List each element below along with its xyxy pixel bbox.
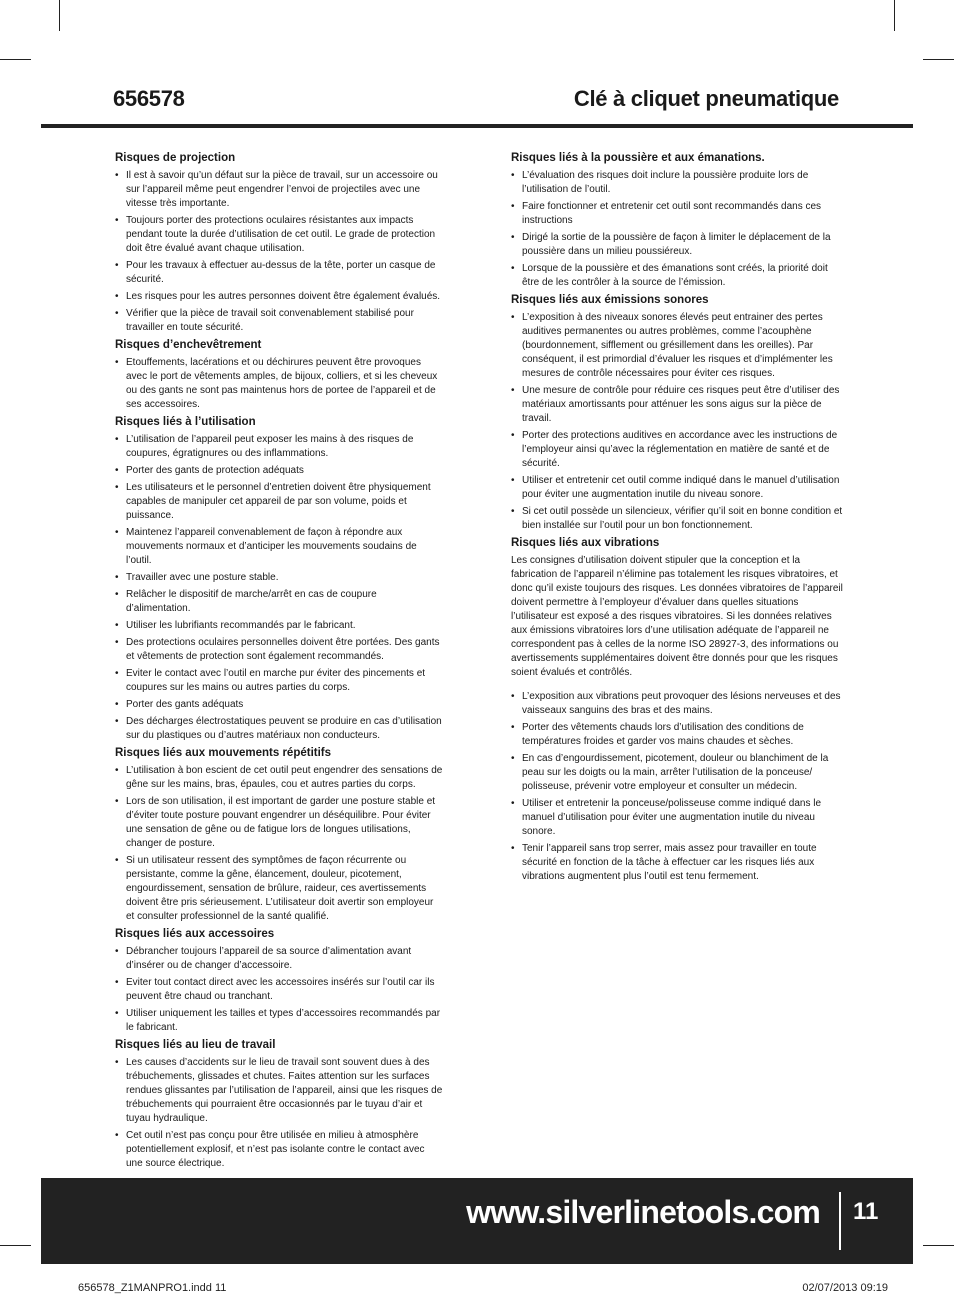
bullet-list bbox=[511, 169, 843, 290]
list-item: • L’évaluation des risques doit inclure la poussière produite lors de l’utilisation de l’outil. bbox=[511, 169, 843, 197]
list-item: • Relâcher le dispositif de marche/arrêt en cas de coupure d’alimentation. bbox=[115, 588, 443, 616]
list-item: • L’utilisation à bon escient de cet outil peut engendrer des sensations de gêne sur les mains, bras, épaules, cou et autres parties du corps. bbox=[115, 764, 443, 792]
section bbox=[115, 415, 443, 743]
list-item: • Des décharges électrostatiques peuvent se produire en cas d’utilisation sur du plastiques ou d’autres matériaux non conducteurs. bbox=[115, 715, 443, 743]
date-slug: 02/07/2013 09:19 bbox=[802, 1282, 888, 1294]
list-item: • Maintenez l’appareil convenablement de façon à répondre aux mouvements normaux et d’anticiper les mouvements soudains de l’outil. bbox=[115, 526, 443, 568]
crop-mark bbox=[0, 1245, 31, 1246]
left-column bbox=[115, 151, 443, 1174]
section bbox=[511, 536, 843, 884]
page-number: 11 bbox=[853, 1198, 879, 1225]
bullet-list bbox=[511, 311, 843, 533]
list-item: • Tenir l’appareil sans trop serrer, mais assez pour travailler en toute sécurité en fonction de la tâche à effectuer car les risques liés aux vibrations augmentent plus l’outil est tenu fermement. bbox=[511, 842, 843, 884]
section bbox=[115, 927, 443, 1035]
section bbox=[511, 293, 843, 533]
list-item: • Les causes d’accidents sur le lieu de travail sont souvent dues à des trébuchements, glissades et chutes. Faites attention sur les surfaces rendues glissantes par l’utilisation de l’appareil, ainsi que les risques de trébuchements qui pourraient être occasionnés par le tuyau d’air et tuyau hydraulique. bbox=[115, 1056, 443, 1126]
section-paragraph: Les consignes d’utilisation doivent stipuler que la conception et la fabrication de l’appareil n’élimine pas totalement les risques vibratoires, et donc qu’il existe toujours des risques. Les données vibratoires de l’appareil doivent permettre à l’employeur d’évaluer dans quelles situations l’utilisateur est exposé a des risques vibratoires. Si les données relatives aux émissions vibratoires lors d’une utilisation adéquate de l’appareil ne correspondent pas à celles de la norme ISO 28927-3, des informations ou avertissements supplémentaires doivent être donnés pour que les risques soient évalués et contrôlés. bbox=[511, 555, 843, 678]
crop-mark bbox=[0, 59, 31, 60]
list-item: • Porter des vêtements chauds lors d’utilisation des conditions de températures froides et garder vos mains chaudes et sèches. bbox=[511, 721, 843, 749]
list-item: • Lors de son utilisation, il est important de garder une posture stable et d’éviter toute posture pouvant engendrer un déséquilibre. Pour éviter une sensation de gêne ou de fatigue lors de longues utilisations, changer de posture. bbox=[115, 795, 443, 851]
bullet-list bbox=[115, 356, 443, 412]
bullet-list bbox=[115, 169, 443, 335]
list-item: • Porter des gants adéquats bbox=[115, 698, 443, 712]
list-item: • Travailler avec une posture stable. bbox=[115, 571, 443, 585]
list-item: • Cet outil n’est pas conçu pour être utilisée en milieu à atmosphère potentiellement explosif, et n’est pas isolante contre le contact avec une source électrique. bbox=[115, 1129, 443, 1171]
section-heading: Risques d’enchevêtrement bbox=[115, 339, 262, 351]
list-item: • Etouffements, lacérations et ou déchirures peuvent être provoques avec le port de vêtements amples, de bijoux, colliers, et si les cheveux ou des gants ne sont pas maintenus hors de portee de l’appareil et de ses accessoires. bbox=[115, 356, 443, 412]
crop-mark bbox=[894, 0, 895, 31]
section-heading: Risques liés aux vibrations bbox=[511, 537, 660, 549]
list-item: • Débrancher toujours l’appareil de sa source d’alimentation avant d’insérer ou de changer d’accessoire. bbox=[115, 945, 443, 973]
page-header bbox=[41, 86, 913, 128]
list-item: • Eviter le contact avec l’outil en marche pur éviter des pincements et coupures sur les mains ou autres parties du corps. bbox=[115, 667, 443, 695]
list-item: • En cas d’engourdissement, picotement, douleur ou blanchiment de la peau sur les doigts ou la main, arrêter l’utilisation de la ponceuse/ polisseuse, prévenir votre employeur et consulter un médecin. bbox=[511, 752, 843, 794]
footer-bar bbox=[41, 1178, 913, 1264]
page-title: Clé à cliquet pneumatique bbox=[573, 86, 839, 111]
list-item: • Toujours porter des protections oculaires résistantes aux impacts pendant toute la durée d’utilisation de cet outil. Le grade de protection doit être évalué avant chaque utilisation. bbox=[115, 214, 443, 256]
bullet-list bbox=[115, 764, 443, 924]
crop-mark bbox=[923, 1245, 954, 1246]
section-heading: Risques de projection bbox=[115, 152, 236, 164]
list-item: • Des protections oculaires personnelles doivent être portées. Des gants et vêtements de protection sont également recommandés. bbox=[115, 636, 443, 664]
list-item: • Utiliser et entretenir la ponceuse/polisseuse comme indiqué dans le manuel d’utilisation pour éviter une augmentation inutile du niveau sonore. bbox=[511, 797, 843, 839]
product-code: 656578 bbox=[113, 86, 185, 111]
list-item: • Lorsque de la poussière et des émanations sont créés, la priorité doit être de les contrôler à la source de l’émission. bbox=[511, 262, 843, 290]
bullet-list bbox=[115, 945, 443, 1035]
section-heading: Risques liés aux mouvements répétitifs bbox=[115, 747, 332, 759]
list-item: • Faire fonctionner et entretenir cet outil sont recommandés dans ces instructions bbox=[511, 200, 843, 228]
footer-divider bbox=[839, 1192, 841, 1250]
list-item: • Porter des protections auditives en accordance avec les instructions de l’employeur ainsi qu’avec la réglementation en matière de santé et de sécurité. bbox=[511, 429, 843, 471]
section bbox=[115, 338, 443, 412]
list-item: • L’exposition aux vibrations peut provoquer des lésions nerveuses et des vaisseaux sanguins des bras et des mains. bbox=[511, 690, 843, 718]
website-link[interactable]: www.silverlinetools.com bbox=[466, 1194, 820, 1230]
right-column bbox=[511, 151, 843, 887]
section-heading: Risques liés au lieu de travail bbox=[115, 1039, 276, 1051]
list-item: • L’utilisation de l’appareil peut exposer les mains à des risques de coupures, égratignures ou des inflammations. bbox=[115, 433, 443, 461]
crop-mark bbox=[923, 59, 954, 60]
list-item: • Les risques pour les autres personnes doivent être également évalués. bbox=[115, 290, 443, 304]
list-item: • Les utilisateurs et le personnel d’entretien doivent être physiquement capables de manipuler cet appareil de par son volume, poids et puissance. bbox=[115, 481, 443, 523]
list-item: • Vérifier que la pièce de travail soit convenablement stabilisé pour travailler en toute sécurité. bbox=[115, 307, 443, 335]
file-slug: 656578_Z1MANPRO1.indd 11 bbox=[78, 1282, 227, 1294]
list-item: • Dirigé la sortie de la poussière de façon à limiter le déplacement de la poussière dans un milieu poussiéreux. bbox=[511, 231, 843, 259]
list-item: • Une mesure de contrôle pour réduire ces risques peut être d’utiliser des matériaux amortissants pour atténuer les sons aigus sur la pièce de travail. bbox=[511, 384, 843, 426]
list-item: • Eviter tout contact direct avec les accessoires insérés sur l’outil car ils peuvent être chaud ou tranchant. bbox=[115, 976, 443, 1004]
list-item: • Si cet outil possède un silencieux, vérifier qu’il soit en bonne condition et bien installée sur l’outil pour un bon fonctionnement. bbox=[511, 505, 843, 533]
list-item: • Il est à savoir qu’un défaut sur la pièce de travail, sur un accessoire ou sur l’appareil même peut engendrer l’envoi de projectiles avec une vitesse très importante. bbox=[115, 169, 443, 211]
section bbox=[511, 151, 843, 290]
list-item: • Si un utilisateur ressent des symptômes de façon récurrente ou persistante, comme la gêne, élancement, douleur, picotement, engourdissement, sensation de brûlure, raideur, ces avertissements doivent être pris sérieusement. L’utilisateur doit avertir son employeur et consulter professionnel de la santé qualifié. bbox=[115, 854, 443, 924]
section bbox=[115, 1038, 443, 1171]
section-heading: Risques liés à la poussière et aux émanations. bbox=[511, 152, 765, 164]
bullet-list bbox=[115, 1056, 443, 1171]
section-heading: Risques liés aux émissions sonores bbox=[511, 294, 709, 306]
crop-mark bbox=[59, 0, 60, 31]
section-heading: Risques liés aux accessoires bbox=[115, 928, 275, 940]
list-item: • Utiliser et entretenir cet outil comme indiqué dans le manuel d’utilisation pour éviter une augmentation inutile du niveau sonore. bbox=[511, 474, 843, 502]
list-item: • Porter des gants de protection adéquats bbox=[115, 464, 443, 478]
list-item: • Pour les travaux à effectuer au-dessus de la tête, porter un casque de sécurité. bbox=[115, 259, 443, 287]
bullet-list bbox=[511, 690, 843, 884]
list-item: • Utiliser uniquement les tailles et types d’accessoires recommandés par le fabricant. bbox=[115, 1007, 443, 1035]
section-heading: Risques liés à l’utilisation bbox=[115, 416, 256, 428]
section bbox=[115, 151, 443, 335]
bullet-list bbox=[115, 433, 443, 743]
list-item: • Utiliser les lubrifiants recommandés par le fabricant. bbox=[115, 619, 443, 633]
list-item: • L’exposition à des niveaux sonores élevés peut entrainer des pertes auditives permanentes ou autres problèmes, comme l’acouphène (bourdonnement, sifflement ou grésillement dans les oreilles). Par conséquent, il est primordial d’évaluer les risques et d’implémenter les mesures de contrôle nécessaires pour éviter ces risques. bbox=[511, 311, 843, 381]
section bbox=[115, 746, 443, 924]
